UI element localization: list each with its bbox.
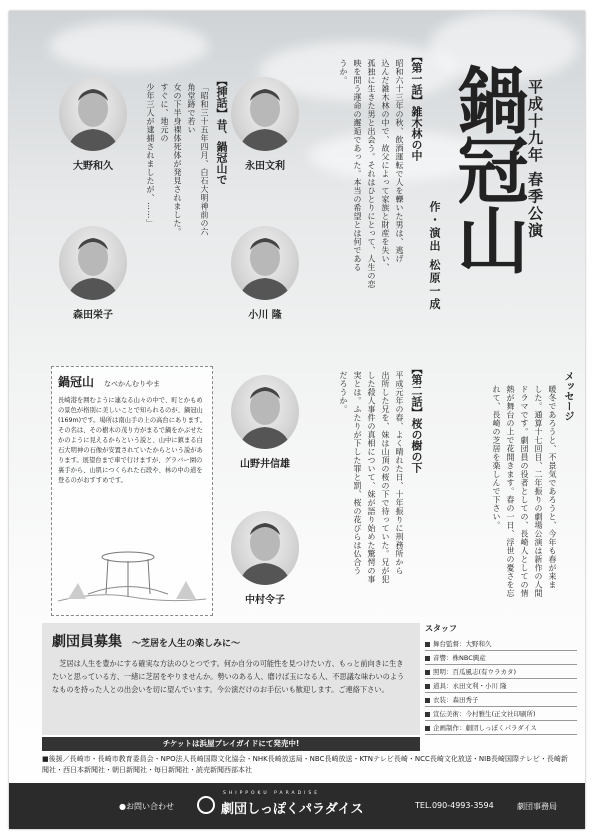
recruit-body: 芝居は人生を豊かにする確実な方法のひとつです。何か自分の可能性を見つけたい方、もっと前向きに生きたいと思っている方、一緒に芝居をやりませんか。勢いのある人、磨けば玉になる人、不思議な味わいのようなものを持った人との出会いを切に望んでいます。今公演だけのお手伝いも歓迎します。ご連絡下さい。: [52, 659, 405, 694]
play-title: 鍋冠山: [445, 63, 530, 273]
cast-name: 山野井信雄: [240, 459, 290, 470]
cast-name: 森田栄子: [73, 310, 113, 321]
episode1-section: [314, 51, 424, 321]
staff-item: 舞台監督：大野和久: [425, 637, 577, 651]
contact-label: ●お問い合わせ: [119, 802, 174, 811]
staff-item: 宣伝美術：今村雅生(正文社印刷所): [425, 707, 577, 721]
episode1-body: [337, 59, 406, 321]
text-column: ドラマです。劇団員の役者としての、長崎人としての情: [520, 385, 529, 598]
staff-heading: スタッフ: [425, 624, 457, 633]
text-column: した。通算十七回目、二年振りの劇場公演は新作の人間: [534, 385, 543, 598]
text-column: 実とは。ふたりが下した罪と罰、桜の花びらは仏合う: [353, 371, 362, 575]
troupe-kana: SHIPPOKU PARADISE: [223, 791, 321, 796]
staff-list: [425, 637, 577, 735]
message-heading: メッセージ: [562, 371, 573, 421]
troupe-logo-icon: [197, 796, 215, 814]
staff-item: 音響：株NBC興産: [425, 651, 577, 665]
ticket-bar: [42, 737, 420, 751]
cast-portrait: [231, 77, 299, 151]
text-column: 平成元年の春、よく晴れた日、十年振りに刑務所から: [395, 371, 404, 575]
footer-bar: [9, 783, 585, 829]
recruit-subtitle: ～芝居を人生の楽しみに～: [132, 639, 241, 649]
prologue-body: [144, 83, 211, 243]
recruit-box: [42, 623, 420, 735]
message-section: [429, 371, 579, 621]
episode2-section: [309, 363, 424, 618]
text-column: 孤独に生きた男と出会う。それはひとりにとって、人生の恋: [367, 59, 376, 289]
ticket-text: チケットは浜屋プレイガイドにて発売中!: [162, 739, 300, 748]
text-column: うか。: [339, 59, 348, 85]
cast-portrait: [59, 77, 127, 151]
staff-item: 企画制作：劇団しっぽくパラダイス: [425, 721, 577, 735]
about-title: 鍋冠山: [58, 375, 95, 389]
about-box: [51, 366, 213, 616]
staff-item: 衣装：森田秀子: [425, 693, 577, 707]
staff-item: 道具：永田文利・小川 隆: [425, 679, 577, 693]
text-column: 映を問う運命の邂逅であった。本当の希望とは何である: [353, 59, 362, 272]
office-label: 劇団事務局: [517, 802, 557, 811]
cast-name: 小川 隆: [248, 310, 282, 321]
episode2-body: [337, 371, 406, 618]
text-column: 出所した兄を、妹は山頂の桜の下で待っていた。兄が犯: [381, 371, 390, 584]
cast-portrait: [231, 375, 299, 449]
cast-portrait: [231, 226, 299, 300]
performance-subtitle: 平成十九年 春季公演: [526, 79, 544, 240]
cast-portrait: [231, 511, 299, 585]
text-column: した殺人事件の真相について、妹が語り始めた驚愕の事: [367, 371, 376, 584]
cast-name: 大野和久: [73, 161, 113, 172]
cast-name: 永田文利: [245, 161, 285, 172]
about-reading: なべかんむりやま: [104, 380, 161, 388]
sponsors: ■後援／長崎市・長崎市教育委員会・NPO法人長崎国際文化協会・NHK長崎放送局・NBC長崎放送・KTNテレビ長崎・NCC長崎文化放送・NIB長崎国際テレビ・長崎新聞社・西日本新聞社・朝日新聞社・毎日新聞社・読売新聞西部本社: [42, 755, 568, 774]
staff-item: 照明：百瓜風志(有ウラカタ): [425, 665, 577, 679]
recruit-title: 劇団員募集: [52, 634, 122, 650]
cast-name: 中村令子: [245, 595, 285, 606]
text-column: 込んだ雑木林の中で、故父によって家族と財産を失い、: [381, 59, 390, 272]
troupe-name: 劇団しっぽくパラダイス: [221, 802, 364, 817]
prologue-section: [146, 75, 229, 245]
author-credit: 作・演出 松原一成: [428, 201, 441, 311]
contact-phone: TEL.090-4993-3594: [415, 801, 494, 810]
text-column: 熱が舞台の上で花開きます。春の一日、浮世の憂さを忘: [506, 385, 515, 598]
flyer-sheet: [9, 11, 585, 829]
text-column: 少年三人が逮捕されましたが、……」: [146, 83, 155, 228]
episode1-heading: 【第一話】雑木林の中: [410, 51, 423, 161]
text-column: 昭和六十三年の秋、飲酒運転で人を轢いた男は、逃げ: [395, 59, 404, 263]
prologue-heading: 【挿話】昔、鍋冠山で: [215, 75, 228, 185]
episode2-heading: 【第二話】桜の樹の下: [410, 363, 423, 473]
text-column: れて、長崎の芝居を楽しんで下さい。: [492, 385, 501, 530]
about-body: 長崎港を囲むように連なる山々の中で、町とかもめの景色が格別に美しいことで知られるのが、鍋冠山(169m)です。場所は南山手の上の高台にあります。その名は、その樹木の茂り方がまるで鍋をかぶせたかのように見えるからという説と、山中に鎮まる白石大明神の石像が安置されていたからという説があります。展望台まで車で行けますが、グラバー園の裏手から、山肌につくられた石段や、林の中の道を登るのがおすすめです。: [58, 397, 206, 484]
message-body: [490, 385, 559, 615]
text-column: 女の下半身裸体死体が発見されました。すぐに、地元の: [160, 83, 182, 236]
cast-portrait: [59, 226, 127, 300]
staff-section: [425, 623, 577, 735]
text-column: 暖冬であろうと、不景気であろうと、今年も春が来ま: [548, 385, 557, 589]
text-column: だろうか。: [339, 371, 348, 414]
observation-deck-illustration: [58, 539, 206, 609]
text-column: 「昭和三十五年四月、白石大明神前の六角堂跡で若い: [187, 83, 209, 236]
